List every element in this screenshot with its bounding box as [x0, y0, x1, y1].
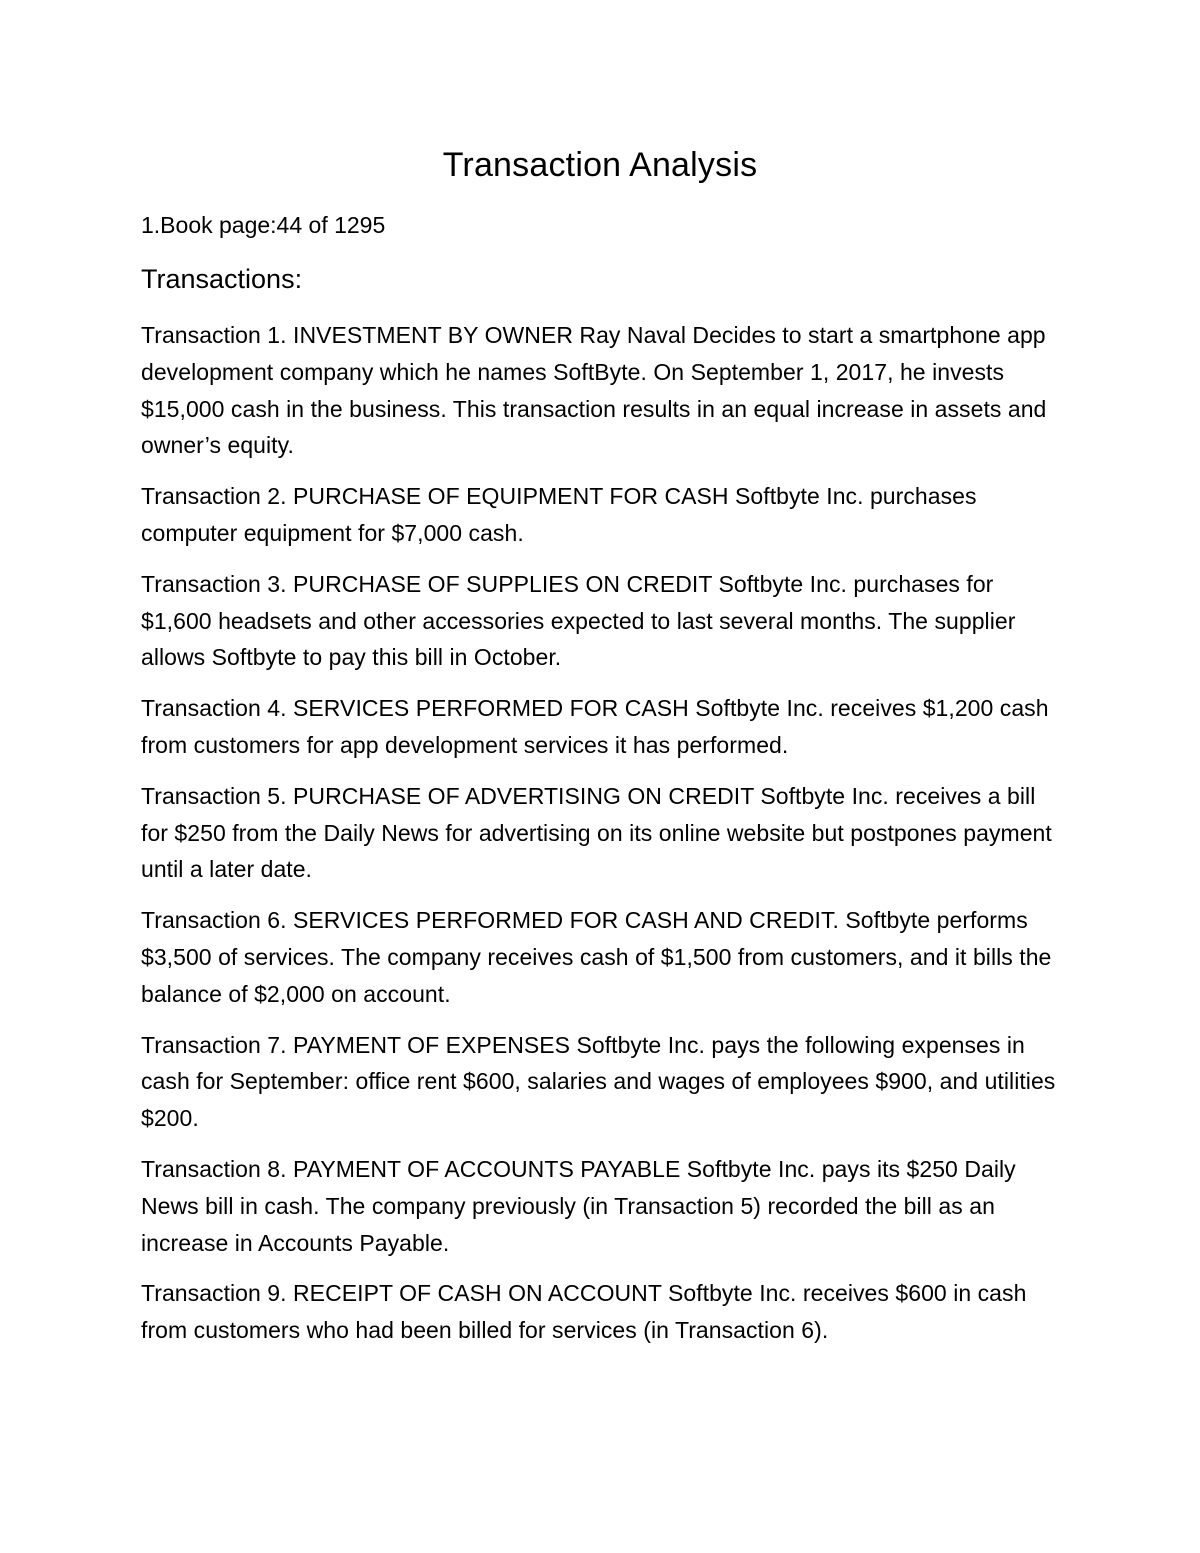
transaction-list: [141, 317, 1066, 1363]
transaction-7: Transaction 7. PAYMENT OF EXPENSES Softbyte Inc. pays the following expenses in cash for September: office rent $600, salaries and wages of employees $900, and utilities $200.: [141, 1031, 1056, 1132]
transaction-3: Transaction 3. PURCHASE OF SUPPLIES ON CREDIT Softbyte Inc. purchases for $1,600 headsets and other accessories expected to last several months. The supplier allows Softbyte to pay this bill in October.: [141, 570, 1016, 671]
book-page-reference: 1.Book page:44 of 1295: [141, 212, 386, 238]
transaction-4: Transaction 4. SERVICES PERFORMED FOR CASH Softbyte Inc. receives $1,200 cash from customers for app development services it has performed.: [141, 695, 1049, 758]
section-heading: Transactions:: [141, 264, 303, 294]
document-title: Transaction Analysis: [442, 146, 758, 184]
transaction-1: Transaction 1. INVESTMENT BY OWNER Ray Naval Decides to start a smartphone app development company which he names SoftByte. On September 1, 2017, he invests $15,000 cash in the business. This transaction results in an equal increase in assets and owner’s equity.: [141, 322, 1047, 459]
transaction-2: Transaction 2. PURCHASE OF EQUIPMENT FOR CASH Softbyte Inc. purchases computer equipment for $7,000 cash.: [141, 483, 977, 546]
transaction-5: Transaction 5. PURCHASE OF ADVERTISING ON CREDIT Softbyte Inc. receives a bill for $250 from the Daily News for advertising on its online website but postpones payment until a later date.: [141, 782, 1052, 883]
transaction-9: Transaction 9. RECEIPT OF CASH ON ACCOUNT Softbyte Inc. receives $600 in cash from customers who had been billed for services (in Transaction 6).: [141, 1280, 1027, 1344]
transaction-8: Transaction 8. PAYMENT OF ACCOUNTS PAYABLE Softbyte Inc. pays its $250 Daily News bill in cash. The company previously (in Transaction 5) recorded the bill as an increase in Accounts Payable.: [141, 1155, 1016, 1256]
transaction-6: Transaction 6. SERVICES PERFORMED FOR CASH AND CREDIT. Softbyte performs $3,500 of services. The company receives cash of $1,500 from customers, and it bills the balance of $2,000 on account.: [141, 907, 1052, 1007]
